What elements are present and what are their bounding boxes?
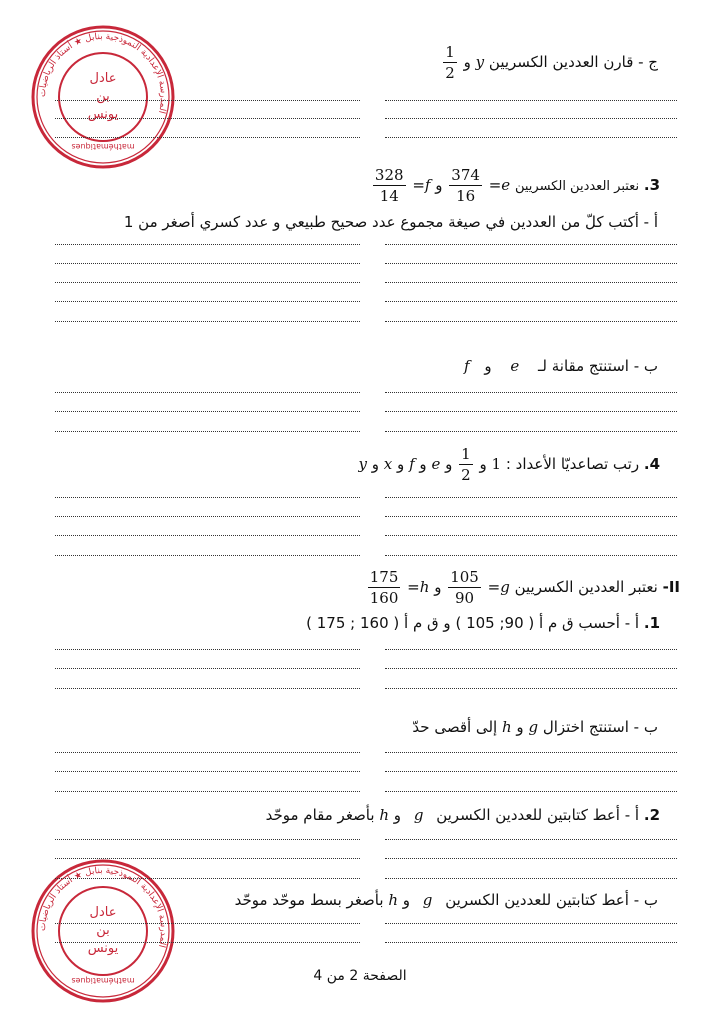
answer-line: [385, 942, 677, 943]
stamp-name-2: بن: [96, 89, 110, 104]
answer-line: [385, 791, 677, 792]
answer-line: [385, 771, 677, 772]
question-II-1b: ب - استنتج اختزال g و h إلى أقصى حدّ: [412, 718, 658, 736]
answer-line: [55, 516, 360, 517]
school-stamp-top: [28, 22, 178, 172]
answer-line: [385, 649, 677, 650]
stamp-latin: mathématiques: [71, 142, 135, 151]
answer-line: [55, 392, 360, 393]
stamp-name-1: عادل: [89, 905, 117, 920]
answer-line: [385, 118, 677, 119]
answer-line: [385, 535, 677, 536]
fraction-h: $\frac{175}{160}$: [369, 568, 399, 607]
answer-line: [55, 431, 360, 432]
answer-line: [55, 137, 360, 138]
answer-line: [385, 668, 677, 669]
answer-line: [55, 555, 360, 556]
answer-line: [55, 923, 360, 924]
stamp-latin: mathématiques: [71, 976, 135, 985]
answer-line: [385, 923, 677, 924]
question-3: 3. نعتبر العددين الكسريين e= $\frac{374}{16}$ و f= $\frac{328}{14}$: [374, 166, 660, 205]
answer-line: [385, 100, 677, 101]
answer-line: [385, 497, 677, 498]
question-4: 4. رتب تصاعديّا الأعداد : 1 و $\frac{1}{2}$ و e و f و x و y: [358, 445, 660, 484]
page-number: الصفحة 2 من 4: [313, 968, 407, 984]
fraction-g: $\frac{105}{90}$: [450, 568, 479, 607]
answer-line: [55, 118, 360, 119]
answer-line: [55, 321, 360, 322]
answer-line: [55, 752, 360, 753]
answer-line: [385, 282, 677, 283]
stamp-name-2: بن: [96, 923, 110, 938]
answer-line: [55, 839, 360, 840]
answer-line: [385, 392, 677, 393]
answer-line: [385, 411, 677, 412]
answer-line: [55, 497, 360, 498]
answer-line: [55, 301, 360, 302]
stamp-name-1: عادل: [89, 71, 117, 86]
part-2-header: II- نعتبر العددين الكسريين g= $\frac{105}{90}$ و h= $\frac{175}{160}$: [369, 568, 680, 607]
answer-line: [385, 301, 677, 302]
question-3a: أ - أكتب كلّ من العددين في صيغة مجموع عدد صحيح طبيعي و عدد كسري أصغر من 1: [123, 213, 658, 231]
answer-line: [55, 263, 360, 264]
answer-line: [385, 688, 677, 689]
question-II-2b: ب - أعط كتابتين للعددين الكسرين g و h بأصغر بسط موحّد موحّد: [234, 891, 658, 909]
answer-line: [385, 137, 677, 138]
answer-line: [55, 282, 360, 283]
fraction-f: $\frac{328}{14}$: [374, 166, 404, 205]
answer-line: [385, 244, 677, 245]
answer-line: [55, 411, 360, 412]
answer-line: [385, 839, 677, 840]
fraction-e: $\frac{374}{16}$: [451, 166, 480, 205]
stamp-ring-text: المدرسة الإعدادية النموذجية بنابل ★ أستاذ الرياضيات: [37, 31, 169, 115]
answer-line: [385, 752, 677, 753]
answer-line: [55, 771, 360, 772]
answer-line: [55, 878, 360, 879]
question-3b: ب - استنتج مقانة لـ e و f: [463, 357, 658, 375]
stamp-ring-text: المدرسة الإعدادية النموذجية بنابل ★ أستاذ الرياضيات: [37, 865, 169, 949]
answer-line: [385, 555, 677, 556]
stamp-name-3: يونس: [87, 941, 119, 956]
question-II-1a: 1. أ - أحسب ق م أ ( 90; 105 ) و ق م أ ( 160 ; 175 ): [306, 614, 660, 632]
answer-line: [55, 668, 360, 669]
answer-line: [55, 100, 360, 101]
question-II-2a: 2. أ - أعط كتابتين للعددين الكسرين g و h بأصغر مقام موحّد: [265, 806, 660, 824]
fraction-one-half: $\frac{1}{2}$: [461, 445, 471, 484]
answer-line: [385, 858, 677, 859]
answer-line: [55, 688, 360, 689]
answer-line: [385, 431, 677, 432]
stamp-name-3: يونس: [87, 107, 119, 122]
answer-line: [55, 791, 360, 792]
answer-line: [55, 942, 360, 943]
answer-line: [385, 516, 677, 517]
fraction-one-half: $\frac{1}{2}$: [445, 43, 455, 82]
answer-line: [55, 244, 360, 245]
answer-line: [385, 321, 677, 322]
question-2c: ج - قارن العددين الكسريين y و $\frac{1}{2}$: [445, 43, 658, 82]
answer-line: [55, 649, 360, 650]
answer-line: [385, 878, 677, 879]
answer-line: [55, 535, 360, 536]
answer-line: [55, 858, 360, 859]
answer-line: [385, 263, 677, 264]
